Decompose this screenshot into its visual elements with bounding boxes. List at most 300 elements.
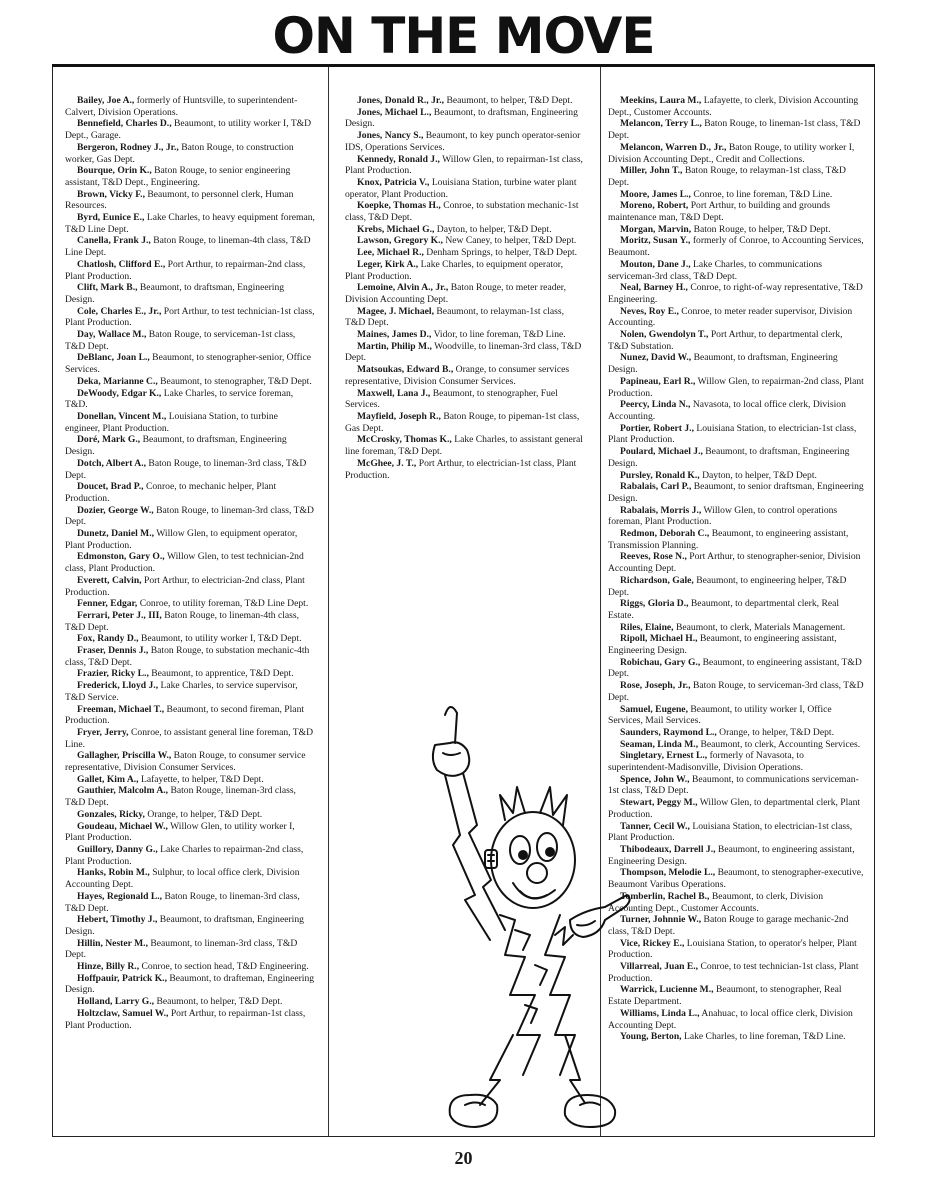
move-description: Beaumont, to drafteman, Engineering Design. — [65, 972, 315, 996]
personnel-entry — [65, 189, 315, 212]
move-description: Baton Rouge, to lineman-3rd class, T&D Dept. — [65, 504, 314, 528]
employee-name: Deka, Marianne C., — [77, 375, 158, 387]
move-description: Willow Glen, to repairman-1st class, Plant Production. — [345, 153, 583, 177]
employee-name: Ripoll, Michael H., — [620, 633, 698, 645]
move-description: Conroe, to assistant general line foreman, T&D Line. — [65, 726, 314, 750]
employee-name: Fryer, Jerry, — [77, 726, 129, 738]
content-frame — [52, 64, 875, 1137]
employee-name: Pursley, Ronald K., — [620, 469, 700, 481]
employee-name: Tomberlin, Rachel B., — [620, 890, 710, 902]
move-description: Beaumont, to draftsman, Engineering Design. — [65, 282, 285, 305]
personnel-entry — [608, 282, 864, 305]
employee-name: Guillory, Danny G., — [77, 844, 158, 855]
employee-name: McCrosky, Thomas K., — [357, 434, 452, 446]
employee-name: Lemoine, Alvin A., Jr., — [357, 282, 449, 294]
employee-name: Melancon, Warren D., Jr., — [620, 141, 727, 153]
employee-name: Hinze, Billy R., — [77, 961, 140, 973]
move-description: Beaumont, to draftsman, Engineering Design. — [608, 352, 838, 376]
move-description: Lake Charles, to equipment operator, Plant Production. — [345, 258, 564, 282]
move-description: Conroe, to section head, T&D Engineering. — [141, 961, 309, 973]
title-rule — [52, 64, 875, 67]
personnel-entry — [65, 844, 315, 867]
move-description: Dayton, to helper, T&D Dept. — [702, 469, 817, 481]
move-description: Conroe, to meter reader supervisor, Division Accounting. — [608, 305, 853, 329]
personnel-entry — [608, 352, 864, 375]
personnel-entry — [65, 727, 315, 750]
employee-name: Jones, Michael L., — [357, 106, 432, 118]
move-description: Louisiana Station, to electrician-1st class, Plant Production. — [608, 820, 853, 844]
personnel-entry — [608, 423, 864, 446]
move-description: Baton Rouge, to construction worker, Gas Dept. — [65, 141, 294, 165]
move-description: Anahuac, to local office clerk, Division Accounting Dept. — [608, 1007, 853, 1031]
employee-name: McGhee, J. T., — [357, 457, 417, 469]
personnel-entry — [65, 610, 315, 633]
personnel-entry — [345, 130, 585, 153]
move-description: Lake Charles, to line foreman, T&D Line. — [683, 1031, 846, 1043]
move-description: Port Arthur, to building and grounds maintenance man, T&D Dept. — [608, 200, 830, 224]
personnel-entry — [65, 598, 315, 610]
move-description: Orange, to helper, T&D Dept. — [147, 808, 263, 820]
move-description: Baton Rouge, to lineman-4th class, T&D Dept. — [65, 609, 300, 633]
employee-name: Dunetz, Daniel M., — [77, 528, 155, 540]
personnel-entry — [65, 785, 315, 808]
move-description: Beaumont, to stenographer, Real Estate Department. — [608, 984, 842, 1008]
move-description: Conroe, to line foreman, T&D Line. — [693, 188, 833, 200]
employee-name: Dotch, Albert A., — [77, 457, 147, 469]
personnel-entry — [608, 1031, 864, 1043]
personnel-entry — [65, 914, 315, 937]
personnel-entry — [345, 200, 585, 223]
move-description: Beaumont, to engineering assistant, Transmission Planning. — [608, 528, 849, 551]
personnel-entry — [345, 434, 585, 457]
personnel-entry — [608, 118, 864, 141]
employee-name: Robichau, Gary G., — [620, 656, 701, 668]
move-description: Conroe, to mechanic helper, Plant Production. — [65, 481, 277, 504]
personnel-entry — [65, 481, 315, 504]
employee-name: Hillin, Nester M., — [77, 937, 148, 949]
personnel-entry — [608, 633, 864, 656]
employee-name: Donellan, Vincent M., — [77, 410, 167, 422]
employee-name: Bailey, Joe A., — [77, 95, 135, 106]
move-description: Willow Glen, to repairman-2nd class, Plant Production. — [608, 375, 864, 399]
move-description: Conroe, to right-of-way representative, T&D Engineering. — [608, 282, 863, 305]
employee-name: Hayes, Regionald L., — [77, 890, 163, 902]
move-description: Beaumont, to engineering helper, T&D Dept. — [608, 574, 847, 598]
personnel-entry — [608, 470, 864, 482]
employee-name: Gallet, Kim A., — [77, 773, 139, 785]
personnel-entry — [608, 622, 864, 634]
personnel-entry — [608, 727, 864, 739]
employee-name: Day, Wallace M., — [77, 329, 147, 341]
personnel-entry — [608, 867, 864, 890]
move-description: Port Arthur, to departmental clerk, T&D Substation. — [608, 329, 843, 352]
employee-name: DeWoody, Edgar K., — [77, 387, 162, 399]
employee-name: Moritz, Susan Y., — [620, 235, 691, 247]
employee-name: Nolen, Gwendolyn T., — [620, 329, 709, 341]
personnel-entry — [65, 259, 315, 282]
move-description: Port Arthur, to repairman-2nd class, Plant Production. — [65, 258, 306, 282]
employee-name: Miller, John T., — [620, 165, 683, 177]
personnel-entry — [345, 329, 585, 341]
personnel-entry — [345, 224, 585, 236]
personnel-entry — [345, 247, 585, 259]
move-description: Beaumont, to draftsman, Engineering Design. — [65, 434, 287, 458]
move-description: Beaumont, to utility worker I, T&D Dept., Garage. — [65, 118, 312, 142]
personnel-entry — [608, 575, 864, 598]
employee-name: Matsoukas, Edward B., — [357, 364, 454, 376]
employee-name: Maines, James D., — [357, 329, 432, 341]
personnel-entry — [608, 750, 864, 773]
personnel-entry — [608, 938, 864, 961]
employee-name: Lee, Michael R., — [357, 247, 424, 259]
personnel-entry — [65, 891, 315, 914]
personnel-entry — [65, 376, 315, 388]
employee-name: Meekins, Laura M., — [620, 95, 702, 106]
personnel-entry — [608, 200, 864, 223]
move-description: formerly of Navasota, to superintendent-Madisonville, Division Operations. — [608, 750, 804, 774]
move-description: Beaumont, to stenographer, T&D Dept. — [160, 375, 312, 387]
move-description: Willow Glen, to equipment operator, Plant Production. — [65, 528, 298, 551]
personnel-entry — [608, 1008, 864, 1031]
move-description: Beaumont, to key punch operator-senior IDS, Operations Services. — [345, 130, 581, 153]
employee-name: Nunez, David W., — [620, 352, 692, 364]
employee-name: Krebs, Michael G., — [357, 223, 435, 235]
employee-name: Holtzclaw, Samuel W., — [77, 1007, 169, 1019]
move-description: Beaumont, to lineman-3rd class, T&D Dept. — [65, 937, 298, 961]
move-description: Beaumont, to utility worker I, T&D Dept. — [140, 633, 302, 645]
employee-name: Vice, Rickey E., — [620, 937, 685, 949]
personnel-entry — [65, 704, 315, 727]
personnel-entry — [65, 212, 315, 235]
move-description: Beaumont, to helper, T&D Dept. — [446, 95, 573, 106]
employee-name: Rabalais, Carl P., — [620, 481, 692, 493]
employee-name: Villarreal, Juan E., — [620, 961, 699, 973]
employee-name: Richardson, Gale, — [620, 574, 694, 586]
employee-name: Saunders, Raymond L., — [620, 726, 717, 738]
employee-name: Lawson, Gregory K., — [357, 235, 443, 247]
personnel-entry — [608, 984, 864, 1007]
personnel-entry — [345, 458, 585, 481]
move-description: Orange, to consumer services representative, Division Consumer Services. — [345, 364, 570, 387]
employee-name: Riles, Elaine, — [620, 621, 674, 633]
move-description: Beaumont, to stenographer-executive, Beaumont Varibus Operations. — [608, 867, 864, 891]
personnel-entry — [65, 165, 315, 188]
personnel-entry — [65, 458, 315, 481]
employee-name: Bennefield, Charles D., — [77, 118, 172, 130]
employee-name: Maxwell, Lana J., — [357, 387, 431, 399]
employee-name: Jones, Donald R., Jr., — [357, 95, 445, 106]
employee-name: Koepke, Thomas H., — [357, 200, 441, 212]
move-description: Willow Glen, to utility worker I, Plant Production. — [65, 820, 295, 844]
employee-name: Mayfield, Joseph R., — [357, 410, 441, 422]
personnel-entry — [608, 505, 864, 528]
move-description: Baton Rouge, to meter reader, Division Accounting Dept. — [345, 282, 566, 305]
personnel-entry — [608, 528, 864, 551]
reddy-kilowatt-mascot-illustration — [405, 695, 635, 1155]
personnel-entry — [65, 142, 315, 165]
personnel-entry — [65, 680, 315, 703]
move-description: Baton Rouge, to lineman-3rd class, T&D Dept. — [65, 457, 307, 481]
employee-name: Cole, Charles E., Jr., — [77, 305, 162, 317]
employee-name: Frederick, Lloyd J., — [77, 680, 159, 692]
move-description: Orange, to helper, T&D Dept. — [719, 726, 834, 738]
personnel-entry — [608, 891, 864, 914]
move-description: Beaumont, to second fireman, Plant Production. — [65, 703, 305, 727]
personnel-entry — [65, 668, 315, 680]
move-description: Dayton, to helper, T&D Dept. — [436, 223, 552, 235]
employee-name: Singletary, Ernest L., — [620, 750, 708, 762]
employee-name: Young, Berton, — [620, 1031, 682, 1043]
move-description: Beaumont, to draftsman, Engineering Design. — [65, 914, 304, 937]
personnel-entry — [608, 797, 864, 820]
move-description: Baton Rouge, to serviceman-1st class, T&D Dept. — [65, 329, 296, 352]
move-description: Louisiana Station, turbine water plant operator, Plant Production. — [345, 176, 577, 200]
move-description: Lake Charles, to communications serviceman-3rd class, T&D Dept. — [608, 258, 822, 282]
employee-name: Frazier, Ricky L., — [77, 668, 149, 680]
move-description: Lafayette, to helper, T&D Dept. — [140, 773, 264, 785]
personnel-entry — [65, 645, 315, 668]
employee-name: Doré, Mark G., — [77, 434, 141, 446]
employee-name: Brown, Vicky F., — [77, 188, 145, 200]
move-description: Beaumont, to engineering assistant, Engineering Design. — [608, 844, 855, 867]
move-description: formerly of Conroe, to Accounting Services, Beaumont. — [608, 235, 864, 259]
personnel-entry — [608, 704, 864, 727]
personnel-entry — [65, 235, 315, 258]
employee-name: Fenner, Edgar, — [77, 598, 138, 610]
personnel-entry — [608, 224, 864, 236]
employee-name: Rabalais, Morris J., — [620, 504, 702, 516]
personnel-entry — [608, 657, 864, 680]
employee-name: Magee, J. Michael, — [357, 305, 434, 317]
move-description: Conroe, to utility foreman, T&D Line Dept. — [139, 598, 309, 610]
employee-name: Neal, Barney H., — [620, 282, 688, 294]
move-description: Lake Charles, to heavy equipment foreman, T&D Line Dept. — [65, 212, 315, 235]
employee-name: Redmon, Deborah C., — [620, 528, 710, 540]
move-description: Baton Rouge, to relayman-1st class, T&D Dept. — [608, 165, 846, 188]
move-description: Lake Charles to repairman-2nd class, Plant Production. — [65, 844, 304, 867]
personnel-entry — [608, 165, 864, 188]
employee-name: Gauthier, Malcolm A., — [77, 785, 169, 797]
move-description: Navasota, to local office clerk, Division Accounting. — [608, 399, 846, 422]
personnel-entry — [65, 505, 315, 528]
page-number: 20 — [454, 1148, 473, 1168]
personnel-entry — [345, 388, 585, 411]
employee-name: Byrd, Eunice E., — [77, 212, 145, 224]
move-description: Baton Rouge, to utility worker I, Division Accounting Dept., Credit and Collections. — [608, 141, 855, 165]
employee-name: Turner, Johnnie W., — [620, 914, 702, 926]
move-description: Beaumont, to clerk, Materials Management. — [675, 621, 846, 633]
move-description: Beaumont, to personnel clerk, Human Resources. — [65, 188, 294, 212]
move-description: Willow Glen, to test technician-2nd class, Plant Production. — [65, 551, 304, 575]
employee-name: Moore, James L., — [620, 188, 691, 200]
personnel-entry — [608, 481, 864, 504]
move-description: Lake Charles, to service foreman, T&D. — [65, 387, 294, 411]
employee-name: Reeves, Rose N., — [620, 551, 687, 563]
personnel-entry — [65, 961, 315, 973]
employee-name: Everett, Calvin, — [77, 574, 142, 586]
employee-name: Stewart, Peggy M., — [620, 797, 698, 809]
personnel-entry — [345, 154, 585, 177]
employee-name: Hanks, Robin M., — [77, 867, 150, 879]
employee-name: Hebert, Timothy J., — [77, 914, 158, 926]
move-description: Willow Glen, to control operations foreman, Plant Production. — [608, 504, 838, 528]
personnel-entry — [65, 352, 315, 375]
employee-name: Seaman, Linda M., — [620, 738, 699, 750]
move-description: Beaumont, to utility worker I, Office Services, Mail Services. — [608, 703, 832, 727]
move-description: Beaumont, to clerk, Division Accounting Dept., Customer Accounts. — [608, 890, 823, 914]
move-description: Sulphur, to local office clerk, Division Accounting Dept. — [65, 867, 300, 891]
personnel-entry — [65, 551, 315, 574]
move-description: Beaumont, to engineering assistant, Engineering Design. — [608, 633, 837, 657]
move-description: Beaumont, to draftsman, Engineering Design. — [345, 106, 578, 130]
personnel-entry — [345, 177, 585, 200]
move-description: Baton Rouge, to senior engineering assistant, T&D Dept., Engineering. — [65, 165, 291, 188]
personnel-entry — [65, 973, 315, 996]
personnel-entry — [608, 914, 864, 937]
personnel-entry — [65, 821, 315, 844]
personnel-entry — [65, 750, 315, 773]
employee-name: Chatlosh, Clifford E., — [77, 258, 166, 270]
personnel-entry — [65, 1008, 315, 1031]
employee-name: Portier, Robert J., — [620, 422, 694, 434]
personnel-entry — [345, 306, 585, 329]
personnel-entry — [345, 235, 585, 247]
move-description: Beaumont, to senior draftsman, Engineering Design. — [608, 481, 864, 504]
column-divider — [328, 65, 329, 1136]
employee-name: Warrick, Lucienne M., — [620, 984, 714, 996]
move-description: Lake Charles, to service supervisor, T&D Service. — [65, 680, 298, 703]
employee-name: Doucet, Brad P., — [77, 481, 144, 493]
move-description: Baton Rouge, to serviceman-3rd class, T&D Dept. — [608, 680, 864, 703]
personnel-entry — [65, 411, 315, 434]
employee-name: Ferrari, Peter J., III, — [77, 609, 162, 621]
personnel-entry — [65, 95, 315, 118]
move-description: Conroe, to substation mechanic-1st class, T&D Dept. — [345, 200, 579, 224]
personnel-entry — [608, 739, 864, 751]
personnel-entry — [608, 774, 864, 797]
personnel-entry — [65, 329, 315, 352]
employee-name: DeBlanc, Joan L., — [77, 352, 150, 364]
move-description: Beaumont, to stenographer-senior, Office Services. — [65, 352, 311, 376]
move-description: Beaumont, to apprentice, T&D Dept. — [151, 668, 294, 680]
employee-name: Neves, Roy E., — [620, 305, 679, 317]
personnel-entry — [608, 399, 864, 422]
personnel-entry — [65, 434, 315, 457]
move-description: Baton Rouge, to consumer service representative, Division Consumer Services. — [65, 750, 306, 774]
employee-name: Mouton, Dane J., — [620, 258, 691, 270]
personnel-entry — [608, 680, 864, 703]
employee-name: Bourque, Orin K., — [77, 165, 152, 177]
personnel-entry — [65, 938, 315, 961]
employee-name: Leger, Kirk A., — [357, 258, 419, 270]
personnel-entry — [608, 259, 864, 282]
employee-name: Gonzales, Ricky, — [77, 808, 145, 820]
move-description: Baton Rouge, to pipeman-1st class, Gas Dept. — [345, 410, 580, 434]
personnel-entry — [608, 598, 864, 621]
employee-name: Thibodeaux, Darrell J., — [620, 844, 716, 855]
employee-name: Clift, Mark B., — [77, 282, 138, 294]
move-description: Beaumont, to draftsman, Engineering Design. — [608, 446, 850, 469]
employee-name: Goudeau, Michael W., — [77, 820, 168, 832]
employee-name: Edmonston, Gary O., — [77, 551, 165, 563]
personnel-entry — [65, 282, 315, 305]
employee-name: Thompson, Melodie L., — [620, 867, 716, 879]
move-description: Port Arthur, to repairman-1st class, Plant Production. — [65, 1007, 306, 1031]
move-description: Louisiana Station, to turbine engineer, Plant Production. — [65, 410, 278, 434]
personnel-entry — [65, 867, 315, 890]
personnel-entry — [345, 259, 585, 282]
personnel-entry — [345, 411, 585, 434]
employee-name: Gallagher, Priscilla W., — [77, 750, 172, 762]
employee-name: Papineau, Earl R., — [620, 375, 696, 387]
move-description: Woodville, to lineman-3rd class, T&D Dept. — [345, 340, 582, 364]
personnel-entry — [65, 306, 315, 329]
move-description: formerly of Huntsville, to superintendent-Calvert, Division Operations. — [65, 95, 298, 118]
personnel-entry — [608, 235, 864, 258]
personnel-entry — [608, 95, 864, 118]
move-description: Beaumont, to helper, T&D Dept. — [156, 996, 283, 1008]
personnel-entry — [345, 341, 585, 364]
employee-name: Holland, Larry G., — [77, 996, 155, 1008]
personnel-entry — [608, 961, 864, 984]
move-description: Baton Rouge, to helper, T&D Dept. — [693, 223, 831, 235]
move-description: Baton Rouge, lineman-3rd class, T&D Dept. — [65, 785, 296, 809]
employee-name: Poulard, Michael J., — [620, 446, 703, 458]
personnel-entry — [65, 774, 315, 786]
employee-name: Fox, Randy D., — [77, 633, 139, 645]
personnel-entry — [65, 809, 315, 821]
move-description: Port Arthur, to stenographer-senior, Division Accounting Dept. — [608, 551, 861, 575]
move-description: Louisiana Station, to electrician-1st class, Plant Production. — [608, 422, 857, 446]
employee-name: Canella, Frank J., — [77, 235, 151, 247]
personnel-entry — [608, 376, 864, 399]
move-description: Beaumont, to clerk, Accounting Services. — [700, 738, 861, 750]
employee-name: Moreno, Robert, — [620, 200, 689, 212]
move-description: Port Arthur, to electrician-2nd class, Plant Production. — [65, 574, 305, 598]
employee-name: Riggs, Gloria D., — [620, 598, 689, 610]
move-description: Conroe, to test technician-1st class, Plant Production. — [608, 961, 859, 984]
employee-name: Martin, Philip M., — [357, 340, 432, 352]
move-description: Beaumont, to communications serviceman-1st class, T&D Dept. — [608, 773, 859, 797]
employee-name: Bergeron, Rodney J., Jr., — [77, 141, 179, 153]
move-description: Louisiana Station, to operator's helper, Plant Production. — [608, 937, 857, 961]
move-description: Vidor, to line foreman, T&D Line. — [433, 329, 566, 341]
employee-name: Melancon, Terry L., — [620, 118, 702, 130]
column-1 — [65, 95, 315, 1031]
move-description: Lake Charles, to assistant general line foreman, T&D Dept. — [345, 434, 583, 458]
personnel-entry — [608, 306, 864, 329]
move-description: Beaumont, to engineering assistant, T&D Dept. — [608, 656, 862, 680]
personnel-entry — [65, 633, 315, 645]
employee-name: Kennedy, Ronald J., — [357, 153, 440, 165]
move-description: Denham Springs, to helper, T&D Dept. — [426, 247, 578, 259]
employee-name: Peercy, Linda N., — [620, 399, 691, 411]
move-description: New Caney, to helper, T&D Dept. — [445, 235, 577, 247]
move-description: Baton Rouge, to lineman-4th class, T&D Line Dept. — [65, 235, 311, 259]
move-description: Baton Rouge, to lineman-1st class, T&D Dept. — [608, 118, 861, 142]
page-title: ON THE MOVE — [272, 7, 655, 65]
personnel-entry — [65, 575, 315, 598]
employee-name: Tanner, Cecil W., — [620, 820, 690, 832]
employee-name: Samuel, Eugene, — [620, 703, 688, 715]
move-description: Baton Rouge, to lineman-3rd class, T&D Dept. — [65, 890, 300, 914]
personnel-entry — [608, 189, 864, 201]
personnel-entry — [345, 282, 585, 305]
employee-name: Hoffpauir, Patrick K., — [77, 972, 167, 984]
personnel-entry — [65, 118, 315, 141]
move-description: Baton Rouge, to substation mechanic-4th class, T&D Dept. — [65, 645, 310, 668]
personnel-entry — [608, 551, 864, 574]
